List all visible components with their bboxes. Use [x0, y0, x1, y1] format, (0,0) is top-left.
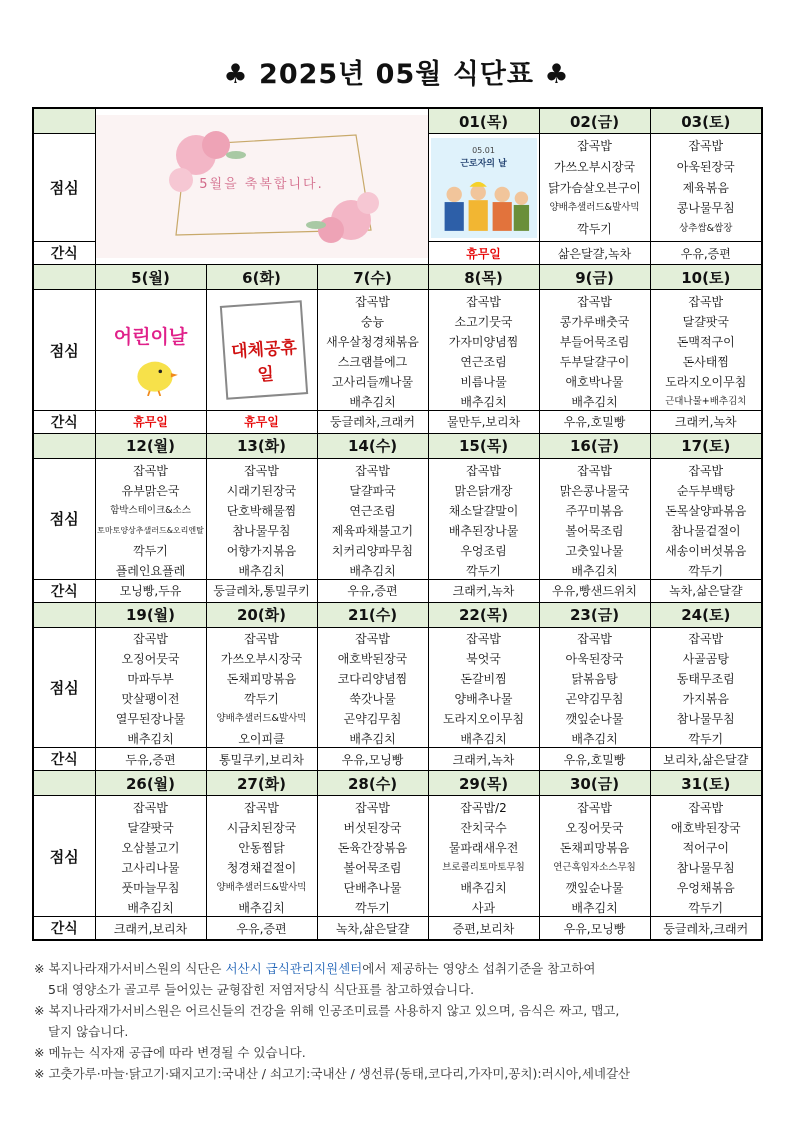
menu-item: 도라지오이무침 — [442, 712, 525, 727]
menu-item: 배추김치 — [349, 563, 396, 578]
workers-icon — [435, 174, 531, 234]
menu-item: 북엇국 — [466, 652, 501, 667]
menu-item: 숭늉 — [360, 315, 385, 330]
menu-item: 잡곡밥 — [355, 295, 390, 310]
menu-item: 참나물무침 — [232, 523, 291, 538]
menu-list — [318, 798, 428, 914]
snack-cell: 휴무일 — [428, 242, 539, 265]
note-origin: ※ 고춧가루·마늘·닭고기·돼지고기:국내산 / 쇠고기:국내산 / 생선류(동태,코다리,가자미,꽁치):러시아,세네갈산 — [34, 1066, 631, 1081]
menu-item: 제육볶음 — [682, 180, 729, 195]
day-header: 17(토) — [650, 433, 762, 458]
childrens-day-text: 어린이날 — [113, 326, 188, 349]
menu-list — [540, 798, 650, 914]
menu-item: 열무된장나물 — [115, 712, 186, 727]
menu-item: 볼어묵조림 — [565, 523, 624, 538]
snack-label: 간식 — [33, 410, 95, 433]
menu-item: 잔치국수 — [460, 821, 507, 836]
menu-item: 배추김치 — [127, 901, 174, 916]
menu-item: 맑은콩나물국 — [559, 483, 630, 498]
menu-item: 돈육간장볶음 — [337, 841, 408, 856]
menu-item: 깍두기 — [355, 901, 390, 916]
menu-cell — [428, 627, 539, 748]
menu-cell — [539, 627, 650, 748]
menu-item: 콩나물무침 — [676, 201, 735, 216]
menu-item: 치커리양파무침 — [331, 543, 414, 558]
substitute-holiday-cell — [206, 290, 317, 411]
menu-item: 사과 — [471, 901, 496, 916]
menu-item: 배추김치 — [571, 732, 618, 747]
menu-item: 근대나물+배추김치 — [665, 396, 747, 408]
day-header: 7(수) — [317, 265, 428, 290]
snack-cell: 휴무일 — [206, 410, 317, 433]
menu-list — [651, 629, 762, 745]
menu-item: 연근조림 — [460, 355, 507, 370]
note-seasoning-cont: 달지 않습니다. — [48, 1024, 129, 1039]
menu-item: 새송이버섯볶음 — [665, 543, 747, 558]
banner-text: 5월을 축복합니다. — [199, 177, 324, 193]
day-header: 30(금) — [539, 771, 650, 796]
menu-list — [318, 292, 428, 408]
menu-item: 주꾸미볶음 — [565, 503, 624, 518]
menu-item: 두부달걀구이 — [559, 355, 630, 370]
day-header: 27(화) — [206, 771, 317, 796]
menu-item: 청경채겉절이 — [226, 861, 297, 876]
menu-cell — [317, 290, 428, 411]
menu-item: 잡곡밥 — [244, 801, 279, 816]
menu-item: 달걀파국 — [349, 483, 396, 498]
menu-item: 양배추샐러드&발사믹 — [549, 202, 640, 214]
menu-item: 잡곡밥 — [688, 139, 724, 154]
menu-item: 가쓰오부시장국 — [553, 159, 636, 174]
snack-cell: 모닝빵,두유 — [95, 579, 206, 602]
menu-item: 쑥갓나물 — [349, 692, 396, 707]
menu-list — [429, 798, 539, 914]
note-change: ※ 메뉴는 식자재 공급에 따라 변경될 수 있습니다. — [34, 1045, 306, 1060]
menu-item: 고사리들깨나물 — [331, 375, 414, 390]
menu-cell — [428, 796, 539, 917]
menu-item: 시래기된장국 — [226, 483, 297, 498]
menu-list — [429, 461, 539, 577]
menu-item: 양배추나물 — [454, 692, 513, 707]
snack-cell: 삶은달걀,녹차 — [539, 242, 650, 265]
menu-cell — [539, 458, 650, 579]
menu-item: 소고기뭇국 — [454, 315, 513, 330]
menu-item: 달걀팟국 — [682, 315, 729, 330]
menu-item: 코다리양념찜 — [337, 672, 408, 687]
day-header: 23(금) — [539, 602, 650, 627]
snack-cell: 우유,모닝빵 — [317, 748, 428, 771]
menu-cell — [317, 627, 428, 748]
snack-label: 간식 — [33, 579, 95, 602]
day-header: 13(화) — [206, 433, 317, 458]
note-source-cont: 5대 영양소가 골고루 들어있는 균형잡힌 저염저당식 식단표를 참고하였습니다. — [48, 982, 475, 997]
menu-item: 브로콜리토마토무침 — [442, 862, 525, 874]
menu-list — [540, 461, 650, 577]
menu-item: 잡곡밥 — [577, 295, 612, 310]
menu-item: 깍두기 — [688, 563, 724, 578]
menu-item: 깻잎순나물 — [565, 712, 624, 727]
lunch-label: 점심 — [33, 796, 95, 917]
menu-item: 잡곡밥 — [577, 139, 612, 154]
may-blessing-banner — [96, 115, 428, 258]
day-header: 28(수) — [317, 771, 428, 796]
menu-item: 비름나물 — [460, 375, 507, 390]
menu-item: 배추김치 — [571, 901, 618, 916]
menu-item: 가지볶음 — [682, 692, 729, 707]
menu-item: 시금치된장국 — [226, 821, 297, 836]
day-header: 8(목) — [428, 265, 539, 290]
menu-item: 참나물무침 — [676, 712, 735, 727]
menu-cell — [317, 796, 428, 917]
menu-item: 풋마늘무침 — [121, 881, 180, 896]
menu-cell — [206, 796, 317, 917]
menu-item: 아욱된장국 — [565, 652, 624, 667]
day-header: 14(수) — [317, 433, 428, 458]
menu-item: 곤약김무침 — [343, 712, 402, 727]
labor-day-illustration — [431, 138, 537, 238]
snack-label: 간식 — [33, 748, 95, 771]
menu-item: 연근조림 — [349, 503, 396, 518]
day-header: 6(화) — [206, 265, 317, 290]
menu-item: 오이피클 — [238, 732, 285, 747]
menu-item: 잡곡밥 — [244, 463, 279, 478]
note-seasoning: ※ 복지나라재가서비스원은 어르신들의 건강을 위해 인공조미료를 사용하지 않고 있으며, 음식은 짜고, 맵고, — [34, 1003, 620, 1018]
menu-item: 토마토양상추샐러드&오리엔탈 — [97, 525, 204, 535]
snack-cell: 우유,모닝빵 — [539, 917, 650, 941]
day-header: 9(금) — [539, 265, 650, 290]
menu-item: 달걀팟국 — [127, 821, 174, 836]
menu-item: 참나물무침 — [676, 861, 735, 876]
menu-item: 돈목살양파볶음 — [665, 503, 747, 518]
menu-item: 잡곡밥 — [688, 801, 724, 816]
menu-item: 돈갈비찜 — [460, 672, 507, 687]
day-header: 29(목) — [428, 771, 539, 796]
menu-item: 배추김치 — [238, 563, 285, 578]
menu-item: 오삼불고기 — [121, 841, 180, 856]
labor-day-title: 근로자의 날 — [460, 158, 507, 169]
menu-list — [429, 292, 539, 408]
menu-item: 상추쌈&쌈장 — [679, 223, 733, 235]
menu-item: 깍두기 — [688, 901, 724, 916]
snack-cell: 우유,호밀빵 — [539, 748, 650, 771]
snack-cell: 크래커,보리차 — [95, 917, 206, 941]
menu-cell — [206, 458, 317, 579]
menu-item: 우엉조림 — [460, 543, 507, 558]
menu-list — [318, 461, 428, 577]
chick-icon — [128, 352, 182, 396]
menu-list — [540, 629, 650, 745]
menu-item: 돈채피망볶음 — [559, 841, 630, 856]
menu-list — [651, 136, 762, 240]
substitute-holiday-text: 대체공휴일 — [230, 337, 297, 386]
snack-cell: 둥글레차,크래커 — [650, 917, 762, 941]
menu-item: 잡곡밥 — [466, 463, 501, 478]
substitute-holiday-illustration — [207, 293, 317, 407]
menu-list — [96, 629, 206, 745]
snack-cell: 우유,증편 — [317, 579, 428, 602]
menu-item: 배추김치 — [460, 881, 507, 896]
menu-list — [540, 292, 650, 408]
menu-item: 오징어뭇국 — [565, 821, 624, 836]
snack-cell: 우유,증편 — [650, 242, 762, 265]
day-header: 16(금) — [539, 433, 650, 458]
menu-cell — [650, 134, 762, 242]
menu-item: 함박스테이크&소스 — [110, 504, 191, 516]
menu-item: 배추김치 — [349, 732, 396, 747]
menu-cell — [650, 458, 762, 579]
corner-cell — [33, 108, 95, 134]
menu-item: 배추김치 — [349, 395, 396, 410]
snack-cell: 크래커,녹차 — [428, 579, 539, 602]
childrens-day-cell — [95, 290, 206, 411]
snack-cell: 휴무일 — [95, 410, 206, 433]
menu-cell — [95, 458, 206, 579]
menu-item: 콩가루배춧국 — [559, 315, 630, 330]
menu-list — [651, 292, 762, 408]
menu-cell — [317, 458, 428, 579]
menu-list — [207, 798, 317, 914]
day-header: 26(월) — [95, 771, 206, 796]
labor-day-date: 05.01 — [472, 145, 495, 155]
menu-item: 깍두기 — [244, 692, 279, 707]
menu-cell — [206, 627, 317, 748]
menu-item: 잡곡밥 — [355, 463, 390, 478]
menu-item: 곤약김무침 — [565, 692, 624, 707]
menu-cell — [539, 290, 650, 411]
menu-item: 잡곡밥 — [466, 632, 501, 647]
menu-item: 배추된장나물 — [448, 523, 519, 538]
menu-cell — [95, 627, 206, 748]
menu-item: 맑은닭개장 — [454, 483, 513, 498]
menu-cell — [539, 796, 650, 917]
menu-item: 돈사태찜 — [682, 355, 729, 370]
snack-cell: 녹차,삶은달걀 — [650, 579, 762, 602]
menu-item: 잡곡밥 — [688, 463, 724, 478]
snack-cell: 두유,증편 — [95, 748, 206, 771]
menu-item: 배추김치 — [571, 395, 618, 410]
menu-item: 사골곰탕 — [682, 652, 729, 667]
menu-item: 고사리나물 — [121, 861, 180, 876]
menu-item: 제육파채불고기 — [331, 523, 414, 538]
menu-item: 잡곡밥 — [355, 632, 390, 647]
snack-cell: 물만두,보리차 — [428, 410, 539, 433]
menu-item: 가쓰오부시장국 — [220, 652, 303, 667]
menu-list — [96, 461, 206, 577]
day-header: 12(월) — [95, 433, 206, 458]
snack-cell: 둥글레차,크래커 — [317, 410, 428, 433]
corner-cell — [33, 771, 95, 796]
snack-label: 간식 — [33, 917, 95, 941]
menu-item: 닭볶음탕 — [571, 672, 618, 687]
snack-cell: 둥글레차,통밀쿠키 — [206, 579, 317, 602]
snack-cell: 보리차,삶은달걀 — [650, 748, 762, 771]
day-header: 01(목) — [428, 108, 539, 134]
lunch-label: 점심 — [33, 458, 95, 579]
menu-item: 잡곡밥 — [133, 801, 168, 816]
menu-item: 스크램블에그 — [337, 355, 408, 370]
menu-item: 아욱된장국 — [676, 159, 735, 174]
menu-item: 배추김치 — [460, 732, 507, 747]
menu-cell — [95, 796, 206, 917]
menu-item: 잡곡밥 — [688, 632, 724, 647]
menu-item: 맛살팽이전 — [121, 692, 180, 707]
menu-item: 어향가지볶음 — [226, 543, 297, 558]
menu-cell — [428, 458, 539, 579]
menu-item: 연근흑임자소스무침 — [553, 862, 636, 874]
menu-item: 볼어묵조림 — [343, 861, 402, 876]
menu-item: 돈맥적구이 — [676, 335, 735, 350]
snack-cell: 통밀쿠키,보리차 — [206, 748, 317, 771]
menu-list — [96, 798, 206, 914]
menu-item: 잡곡밥 — [133, 632, 168, 647]
menu-list — [429, 629, 539, 745]
menu-item: 단호박해물찜 — [226, 503, 297, 518]
menu-item: 양배추샐러드&발사믹 — [216, 882, 307, 894]
menu-item: 적어구이 — [682, 841, 729, 856]
footnotes — [34, 958, 754, 1084]
day-header: 02(금) — [539, 108, 650, 134]
snack-cell: 우유,호밀빵 — [539, 410, 650, 433]
menu-item: 애호박나물 — [565, 375, 624, 390]
menu-item: 우엉채볶음 — [676, 881, 735, 896]
menu-list — [651, 798, 762, 914]
day-header: 21(수) — [317, 602, 428, 627]
labor-day-cell — [428, 134, 539, 242]
menu-item: 잡곡밥 — [688, 295, 724, 310]
menu-list — [207, 629, 317, 745]
menu-item: 잡곡밥 — [577, 801, 612, 816]
menu-item: 배추김치 — [571, 563, 618, 578]
menu-item: 양배추샐러드&발사믹 — [216, 713, 307, 725]
menu-item: 깻잎순나물 — [565, 881, 624, 896]
snack-cell: 우유,증편 — [206, 917, 317, 941]
page-title: ♣ 2025년 05월 식단표 ♣ — [223, 59, 570, 90]
menu-item: 참나물겉절이 — [670, 523, 741, 538]
corner-cell — [33, 433, 95, 458]
menu-item: 애호박된장국 — [670, 821, 741, 836]
lunch-label: 점심 — [33, 134, 95, 242]
day-header: 24(토) — [650, 602, 762, 627]
menu-item: 잡곡밥 — [355, 801, 390, 816]
menu-item: 안동찜닭 — [238, 841, 285, 856]
day-header: 20(화) — [206, 602, 317, 627]
day-header: 03(토) — [650, 108, 762, 134]
menu-item: 단배추나물 — [343, 881, 402, 896]
day-header: 15(목) — [428, 433, 539, 458]
corner-cell — [33, 265, 95, 290]
day-header: 5(월) — [95, 265, 206, 290]
childrens-day-illustration — [96, 294, 206, 406]
menu-item: 배추김치 — [127, 732, 174, 747]
lunch-label: 점심 — [33, 627, 95, 748]
menu-item: 가자미양념찜 — [448, 335, 519, 350]
snack-cell: 크래커,녹차 — [428, 748, 539, 771]
menu-list — [651, 461, 762, 577]
snack-cell: 증편,보리차 — [428, 917, 539, 941]
menu-item: 물파래새우전 — [448, 841, 519, 856]
menu-item: 잡곡밥 — [466, 295, 501, 310]
menu-cell — [650, 290, 762, 411]
menu-item: 애호박된장국 — [337, 652, 408, 667]
lunch-label: 점심 — [33, 290, 95, 411]
banner-cell — [95, 108, 428, 265]
menu-item: 순두부백탕 — [676, 483, 735, 498]
menu-item: 마파두부 — [127, 672, 174, 687]
snack-cell: 크래커,녹차 — [650, 410, 762, 433]
menu-item: 돈채피망볶음 — [226, 672, 297, 687]
menu-item: 잡곡밥 — [133, 463, 168, 478]
menu-cell — [539, 134, 650, 242]
menu-item: 오징어뭇국 — [121, 652, 180, 667]
menu-cell — [650, 627, 762, 748]
menu-item: 잡곡밥 — [577, 463, 612, 478]
menu-list — [207, 461, 317, 577]
day-header: 31(토) — [650, 771, 762, 796]
menu-item: 동태무조림 — [676, 672, 735, 687]
menu-item: 배추김치 — [460, 395, 507, 410]
day-header: 19(월) — [95, 602, 206, 627]
menu-item: 잡곡밥/2 — [460, 801, 507, 816]
snack-cell: 녹차,삶은달걀 — [317, 917, 428, 941]
menu-item: 닭가슴살오븐구이 — [548, 180, 641, 195]
snack-cell: 우유,빵샌드위치 — [539, 579, 650, 602]
snack-label: 간식 — [33, 242, 95, 265]
note-source: ※ 복지나라재가서비스원의 식단은 서산시 급식관리지원센터에서 제공하는 영양소 섭취기준을 참고하여 — [34, 961, 596, 976]
menu-item: 플레인요플레 — [115, 563, 186, 578]
menu-item: 부들어묵조림 — [559, 335, 630, 350]
menu-list — [318, 629, 428, 745]
menu-item: 도라지오이무침 — [665, 375, 747, 390]
menu-item: 깍두기 — [577, 222, 612, 237]
menu-item: 유부맑은국 — [121, 483, 180, 498]
calendar-icon — [219, 300, 307, 399]
corner-cell — [33, 602, 95, 627]
menu-item: 깍두기 — [466, 563, 501, 578]
menu-cell — [428, 290, 539, 411]
menu-item: 고춧잎나물 — [565, 543, 624, 558]
menu-item: 배추김치 — [238, 901, 285, 916]
day-header: 10(토) — [650, 265, 762, 290]
menu-list — [540, 136, 650, 240]
menu-item: 새우살청경채볶음 — [326, 335, 419, 350]
menu-item: 채소달걀말이 — [448, 503, 519, 518]
menu-item: 잡곡밥 — [577, 632, 612, 647]
menu-item: 잡곡밥 — [244, 632, 279, 647]
meal-plan-table — [32, 107, 763, 941]
menu-item: 깍두기 — [133, 543, 168, 558]
day-header: 22(목) — [428, 602, 539, 627]
menu-item: 버섯된장국 — [343, 821, 402, 836]
menu-cell — [650, 796, 762, 917]
menu-item: 깍두기 — [688, 732, 724, 747]
